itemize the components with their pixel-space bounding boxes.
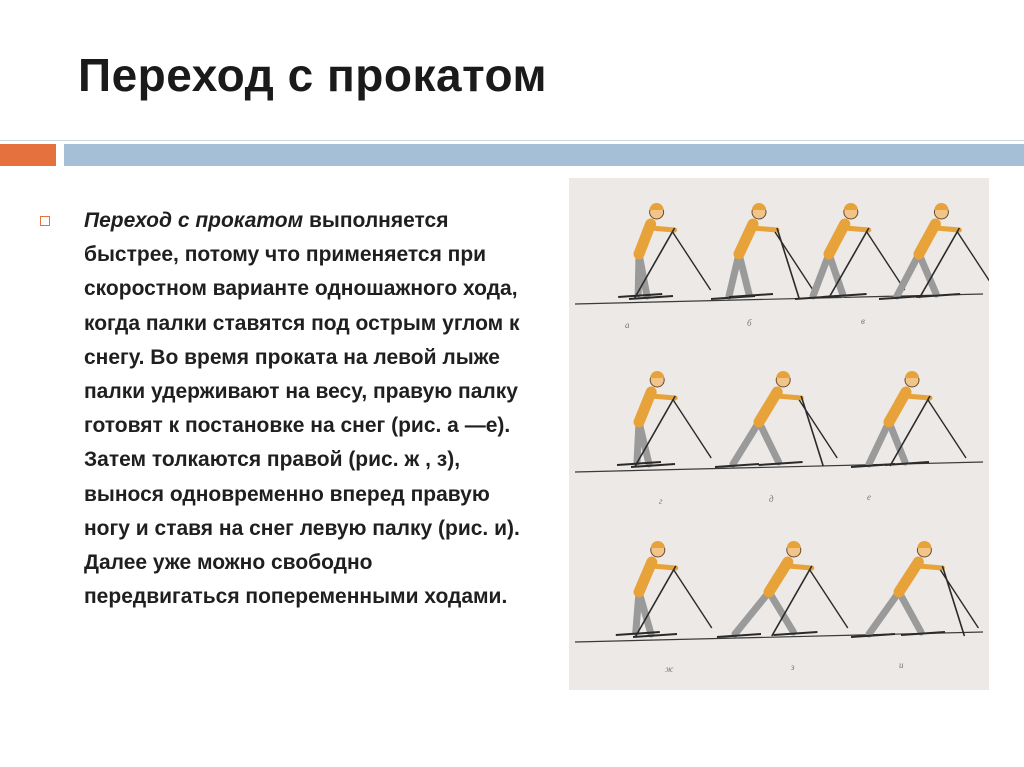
skier-arm: [651, 396, 675, 398]
skier-hat: [650, 371, 664, 378]
skier-torso: [919, 224, 935, 254]
skier-leg: [739, 254, 749, 294]
figure-label: и: [899, 660, 904, 670]
figure-label: б: [747, 318, 752, 328]
ski: [715, 464, 759, 467]
skier-leg: [829, 254, 843, 294]
ski-pole: [867, 232, 905, 290]
skier-leg: [733, 422, 759, 464]
ski-pole: [674, 570, 712, 628]
skier-arm: [935, 228, 959, 230]
skier-arm: [918, 566, 942, 568]
skier-figure-svg: [569, 178, 989, 690]
header-bar: [64, 144, 1024, 166]
skier-leg: [899, 592, 921, 632]
ski-pole: [810, 570, 848, 628]
skier-arm: [788, 566, 812, 568]
skier-hat: [787, 541, 801, 548]
figure-label: г: [659, 496, 663, 506]
skier-torso: [899, 562, 918, 592]
skier-torso: [769, 562, 788, 592]
ski-pole: [673, 400, 711, 458]
skier-hat: [905, 371, 919, 378]
skier-leg: [889, 422, 905, 462]
accent-bar: [0, 144, 56, 166]
skier-hat: [651, 541, 665, 548]
skier-hat: [934, 203, 948, 210]
skier-arm: [906, 396, 930, 398]
skier-torso: [759, 392, 777, 422]
skier-hat: [776, 371, 790, 378]
slide-title: Переход с прокатом: [78, 49, 548, 101]
skier-leg: [735, 592, 769, 634]
ski-pole: [928, 400, 966, 458]
figure-label: ж: [665, 664, 674, 674]
ski-pole: [957, 232, 989, 290]
skier-hat: [650, 203, 664, 210]
skier-arm: [845, 228, 869, 230]
skier-hat: [844, 203, 858, 210]
figure-label: в: [861, 316, 865, 326]
body-paragraph: [84, 204, 524, 614]
skier-leg: [759, 422, 779, 462]
skier-arm: [753, 228, 777, 230]
skier-hat: [917, 541, 931, 548]
figure-label: а: [625, 320, 630, 330]
divider-line: [0, 140, 1024, 141]
skier-illustration: [569, 178, 989, 690]
ski-pole: [673, 232, 711, 290]
skier-hat: [752, 203, 766, 210]
figure-label: д: [769, 494, 774, 504]
figure-label: е: [867, 492, 871, 502]
skier-arm: [651, 228, 675, 230]
skier-torso: [889, 392, 906, 422]
bullet-icon: [40, 216, 50, 226]
paragraph-emphasis: Переход с прокатом: [84, 209, 304, 232]
skier-arm: [652, 566, 676, 568]
skier-leg: [638, 254, 639, 294]
skier-leg: [769, 592, 793, 632]
skier-leg: [637, 422, 639, 462]
skier-leg: [897, 254, 919, 296]
skier-arm: [777, 396, 801, 398]
paragraph-text: выполняется быстрее, потому что применяется при скоростном варианте одношажного хода, когда палки ставятся под острым углом к снегу. Во время проката на левой лыже палки удерживают на весу, правую палку готовят к постановке на снег (рис. а —е). Затем толкаются правой (рис. ж , з), вынося одновременно вперед правую ногу и ставя на снег левую палку (рис. и). Далее уже можно свободно передвигаться попеременными ходами.: [84, 209, 520, 609]
figure-label: з: [791, 662, 795, 672]
skier-leg: [636, 592, 639, 632]
skier-leg: [813, 254, 829, 296]
ski: [633, 634, 677, 637]
skier-leg: [869, 592, 899, 634]
skier-leg: [869, 422, 889, 464]
